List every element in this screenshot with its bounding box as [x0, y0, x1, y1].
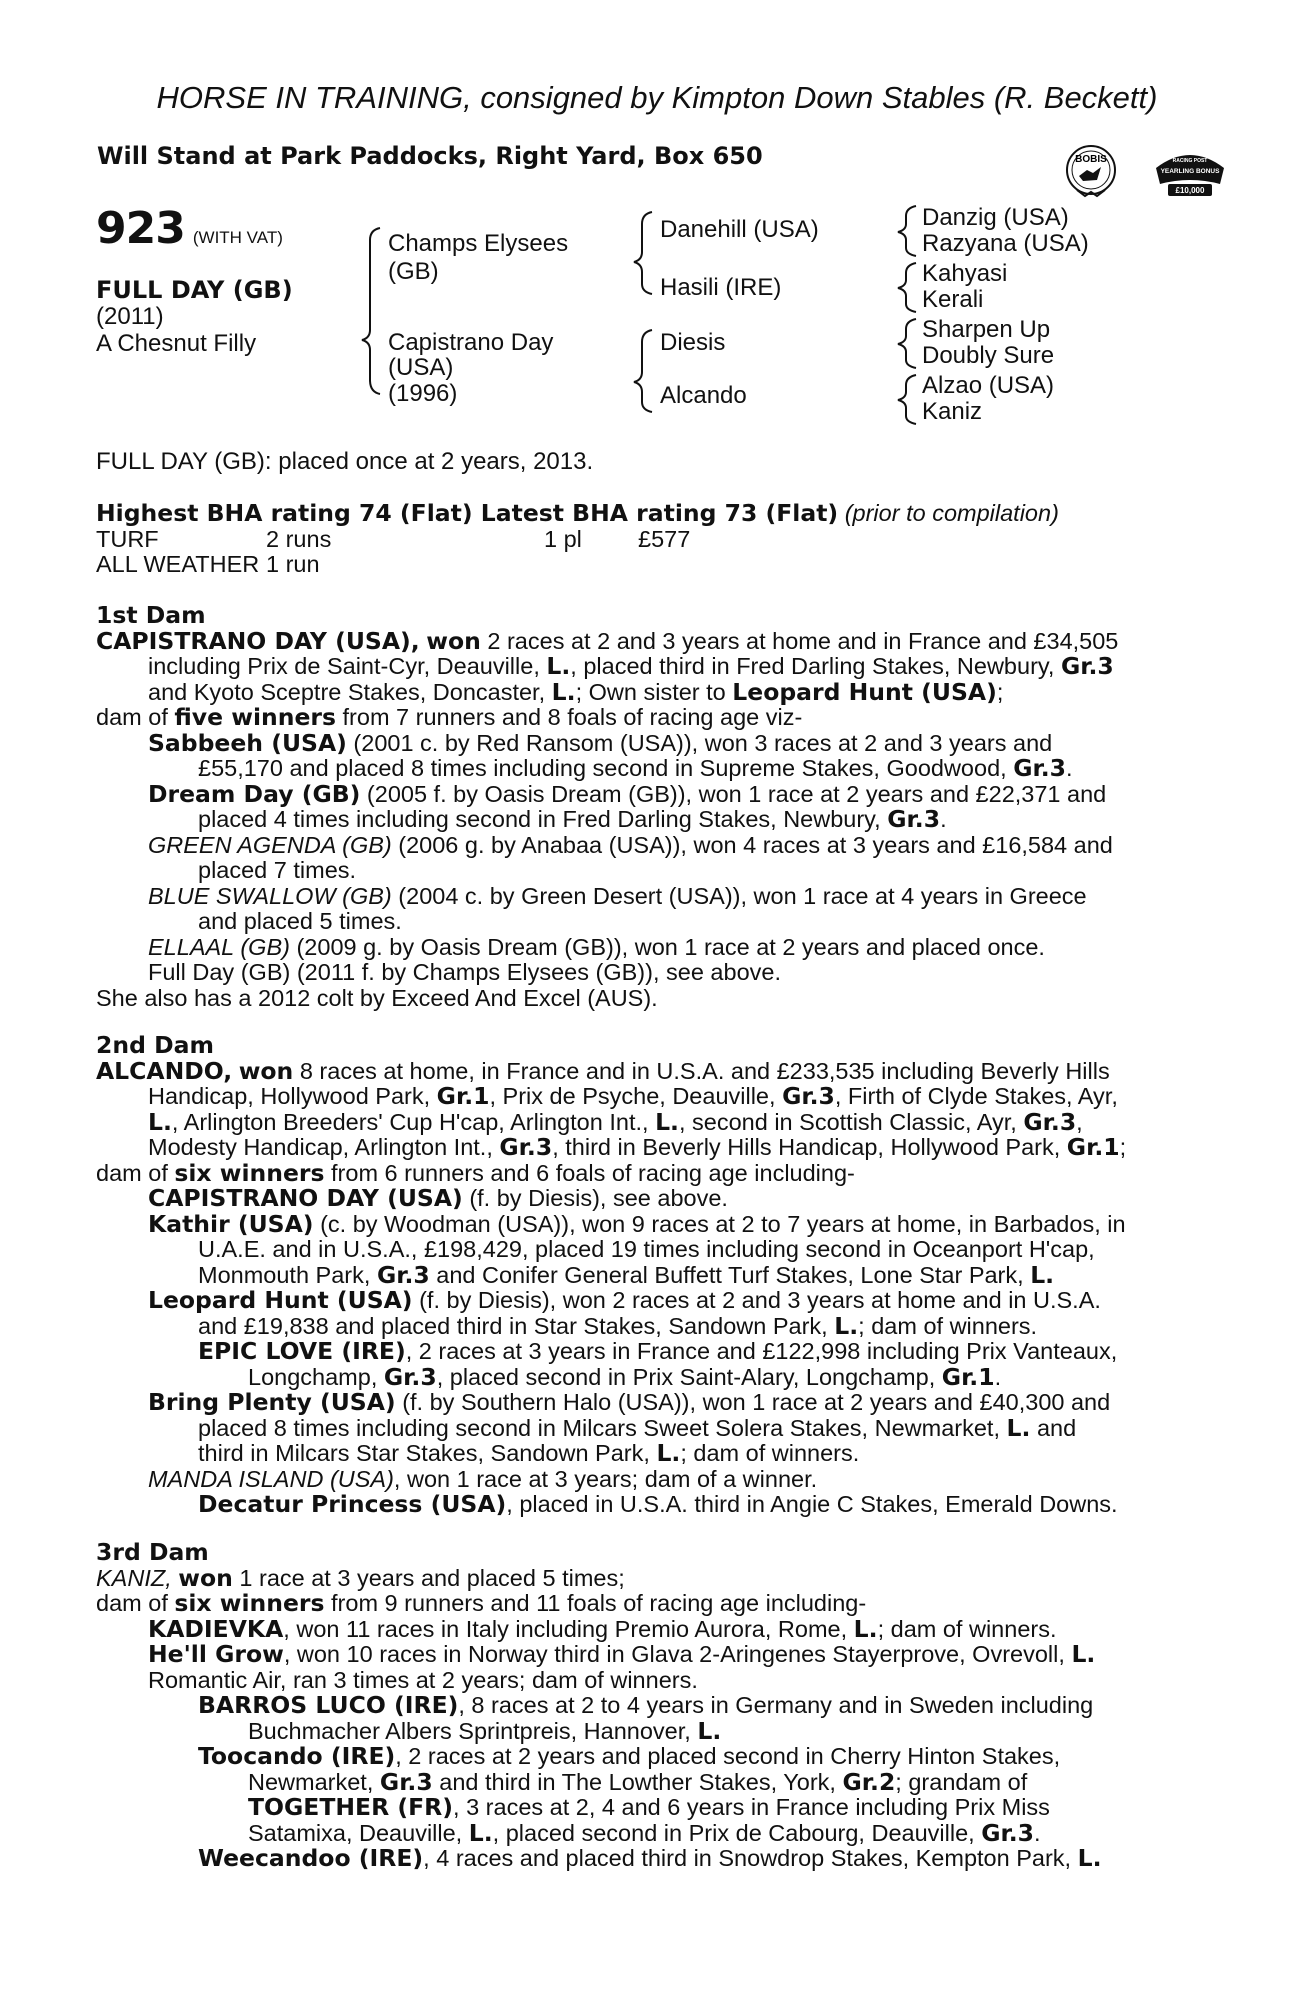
- svg-text:YEARLING BONUS: YEARLING BONUS: [1160, 168, 1220, 175]
- gen3-4: Kerali: [922, 286, 984, 313]
- bobis-logo-text: BOBIS: [1075, 154, 1107, 165]
- first-dam-heading: 1st Dam: [96, 601, 206, 629]
- lot-number: 923: [96, 203, 185, 254]
- aw-label: ALL WEATHER: [96, 550, 260, 577]
- second-dam-section: 2nd Dam ALCANDO, won 8 races at home, in France and in U.S.A. and £233,535 including Beverly Hills Handicap, Hollywood Park, Gr.1, Prix de Psyche, Deauville, Gr.3, Firth of Clyde Stakes, Ayr, L., Arlington Breeders' Cup H'cap, Arlington Int., L., second in Scottish Classic, Ayr, Gr.3, Modesty Handicap, Arlington Int., Gr.3, third in Beverly Hills Handicap, Hollywood Park, Gr.1; dam of six winners from 6 runners and 6 foals of racing age including- CAPISTRANO DAY (USA) (f. by Diesis), see above. Kathir (USA) (c. by Woodman (USA)), won 9 races at 2 to 7 years at home, in Barbados, in U.A.E. and in U.S.A., £198,429, placed 19 times including second in Oceanport H'cap, Monmouth Park, Gr.3 and Conifer General Buffett Turf Stakes, Lone Star Park, L. Leopard Hunt (USA) (f. by Diesis), won 2 races at 2 and 3 years at home and in U.S.A. and £19,838 and placed third in Star Stakes, Sandown Park, L.; dam of winners. EPIC LOVE (IRE), 2 races at 3 years in France and £122,998 including Prix Vanteaux, Longchamp, Gr.3, placed second in Prix Saint-Alary, Longchamp, Gr.1. Bring Plenty (USA) (f. by Southern Halo (USA)), won 1 race at 2 years and £40,300 and placed 8 times including second in Milcars Sweet Solera Stakes, Newmarket, L. and third in Milcars Star Stakes, Sandown Park, L.; dam of winners. MANDA ISLAND (USA), won 1 race at 3 years; dam of a winner. Decatur Princess (USA), placed in U.S.A. third in Angie C Stakes, Emerald Downs.: [96, 1033, 1206, 1518]
- gen3-1: Danzig (USA): [922, 204, 1069, 231]
- stand-location: Will Stand at Park Paddocks, Right Yard, Box 650: [97, 142, 763, 170]
- dam-year: (1996): [388, 380, 458, 407]
- dam-dam: Alcando: [660, 382, 747, 409]
- gen3-8: Kaniz: [922, 398, 983, 425]
- pedigree-braces: [0, 0, 1314, 440]
- aw-runs: 1 run: [266, 550, 320, 577]
- turf-placed: 1 pl: [544, 525, 582, 552]
- turf-label: TURF: [96, 525, 159, 552]
- gen3-7: Alzao (USA): [922, 372, 1055, 399]
- svg-text:RACING POST: RACING POST: [1172, 158, 1208, 164]
- bha-ratings: Highest BHA rating 74 (Flat) Latest BHA rating 73 (Flat): [96, 499, 839, 527]
- gen3-6: Doubly Sure: [922, 342, 1055, 369]
- dam-name: Capistrano Day: [388, 329, 554, 356]
- dam-sire: Diesis: [660, 329, 726, 356]
- sire-name: Champs Elysees: [388, 230, 569, 257]
- page-title: HORSE IN TRAINING, consigned by Kimpton Down Stables (R. Beckett): [156, 80, 1158, 115]
- turf-runs: 2 runs: [266, 525, 332, 552]
- vat-note: (WITH VAT): [192, 228, 283, 247]
- second-dam-heading: 2nd Dam: [96, 1031, 214, 1059]
- ratings-block: [96, 501, 1206, 577]
- gen3-3: Kahyasi: [922, 260, 1008, 287]
- gen3-2: Razyana (USA): [922, 230, 1089, 257]
- gen3-5: Sharpen Up: [922, 316, 1051, 343]
- svg-text:£10,000: £10,000: [1175, 186, 1205, 195]
- ratings-note: (prior to compilation): [844, 500, 1059, 526]
- third-dam-heading: 3rd Dam: [96, 1538, 209, 1566]
- horse-name: FULL DAY (GB): [96, 276, 293, 304]
- first-dam-section: 1st Dam CAPISTRANO DAY (USA), won 2 races at 2 and 3 years at home and in France and £34,505 including Prix de Saint-Cyr, Deauville, L., placed third in Fred Darling Stakes, Newbury, Gr.3 and Kyoto Sceptre Stakes, Doncaster, L.; Own sister to Leopard Hunt (USA); dam of five winners from 7 runners and 8 foals of racing age viz- Sabbeeh (USA) (2001 c. by Red Ransom (USA)), won 3 races at 2 and 3 years and £55,170 and placed 8 times including second in Supreme Stakes, Goodwood, Gr.3. Dream Day (GB) (2005 f. by Oasis Dream (GB)), won 1 race at 2 years and £22,371 and placed 4 times including second in Fred Darling Stakes, Newbury, Gr.3. GREEN AGENDA (GB) (2006 g. by Anabaa (USA)), won 4 races at 3 years and £16,584 and placed 7 times. BLUE SWALLOW (GB) (2004 c. by Green Desert (USA)), won 1 race at 4 years in Greece and placed 5 times. ELLAAL (GB) (2009 g. by Oasis Dream (GB)), won 1 race at 2 years and placed once. Full Day (GB) (2011 f. by Champs Elysees (GB)), see above. She also has a 2012 colt by Exceed And Excel (AUS).: [96, 603, 1206, 1011]
- sire-dam: Hasili (IRE): [660, 274, 782, 301]
- sire-sire: Danehill (USA): [660, 216, 819, 243]
- horse-description: A Chesnut Filly: [96, 330, 257, 357]
- dam-country: (USA): [388, 354, 454, 381]
- race-summary: FULL DAY (GB): placed once at 2 years, 2013.: [96, 448, 594, 475]
- sire-country: (GB): [388, 258, 439, 285]
- third-dam-section: 3rd Dam KANIZ, won 1 race at 3 years and placed 5 times; dam of six winners from 9 runners and 11 foals of racing age including- KADIEVKA, won 11 races in Italy including Premio Aurora, Rome, L.; dam of winners. He'll Grow, won 10 races in Norway third in Glava 2-Aringenes Stayerprove, Ovrevoll, L. Romantic Air, ran 3 times at 2 years; dam of winners. BARROS LUCO (IRE), 8 races at 2 to 4 years in Germany and in Sweden including Buchmacher Albers Sprintpreis, Hannover, L. Toocando (IRE), 2 races at 2 years and placed second in Cherry Hinton Stakes, Newmarket, Gr.3 and third in The Lowther Stakes, York, Gr.2; grandam of TOGETHER (FR), 3 races at 2, 4 and 6 years in France including Prix Miss Satamixa, Deauville, L., placed second in Prix de Cabourg, Deauville, Gr.3. Weecandoo (IRE), 4 races and placed third in Snowdrop Stakes, Kempton Park, L.: [96, 1540, 1206, 1872]
- turf-prize: £577: [638, 525, 691, 552]
- foaling-year: (2011): [96, 303, 164, 330]
